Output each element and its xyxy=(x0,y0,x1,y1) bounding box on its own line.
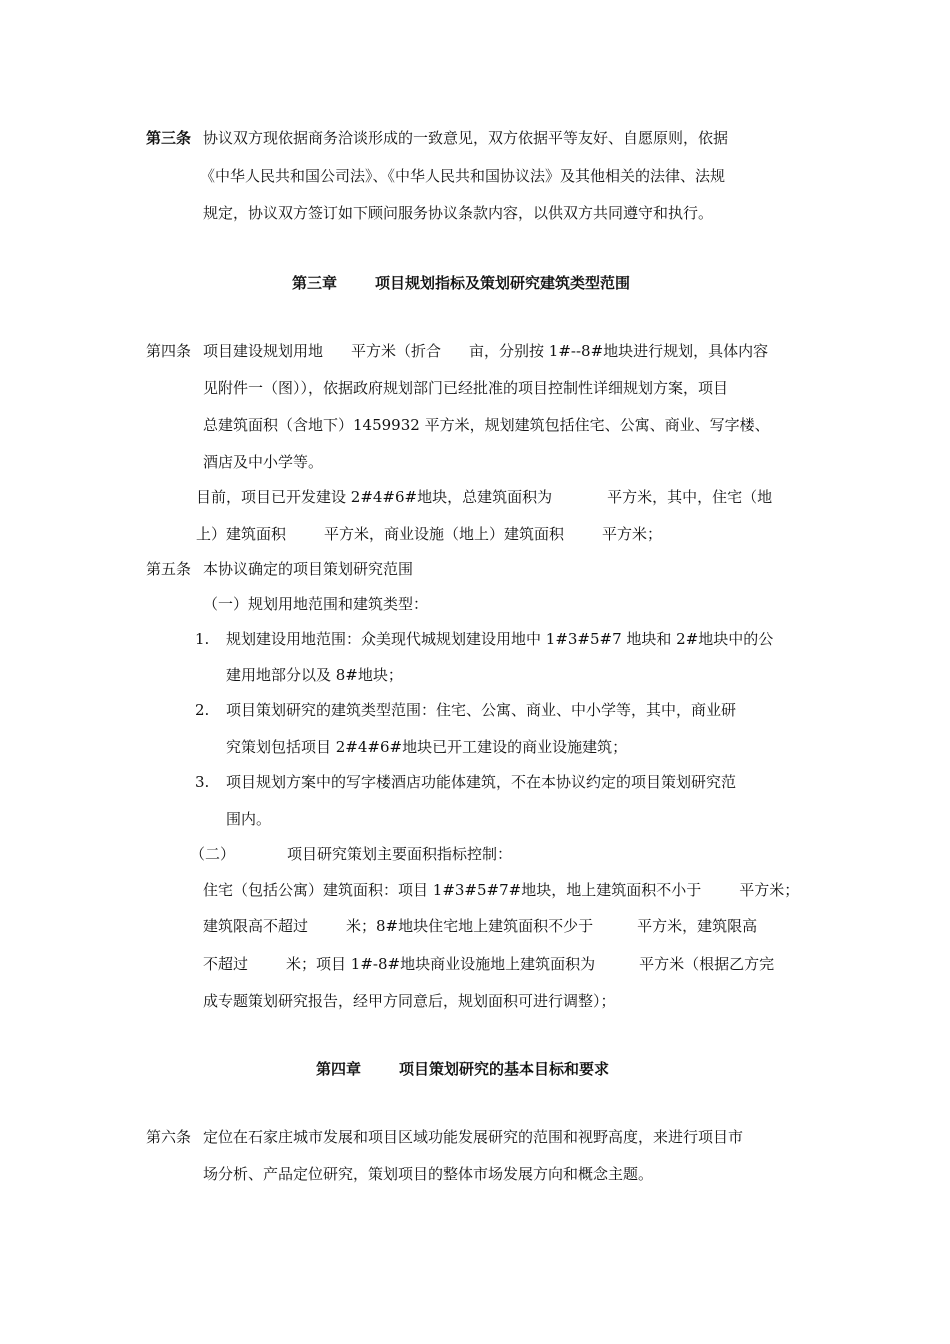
list-item-number: 2. xyxy=(195,701,210,719)
chapter-4-title: 项目策划研究的基本目标和要求 xyxy=(399,1060,610,1078)
article-4-text: 平方米； xyxy=(602,525,663,543)
article-4-text: 平方米，商业设施（地上）建筑面积 xyxy=(324,525,565,543)
list-item-line: 规划建设用地范围：众美现代城规划建设用地中 1#3#5#7 地块和 2#地块中的公 xyxy=(226,630,774,648)
chapter-3-heading xyxy=(292,273,630,293)
article-5-title: 本协议确定的项目策划研究范围 xyxy=(203,560,414,578)
list-item-line: 究策划包括项目 2#4#6#地块已开工建设的商业设施建筑； xyxy=(226,738,628,756)
article-3-line-2: 《中华人民共和国公司法》、《中华人民共和国协议法》及其他相关的法律、法规 xyxy=(200,167,726,185)
article-5-text: 不超过 xyxy=(203,955,249,973)
article-4-line-6 xyxy=(196,524,662,544)
list-item-line: 项目策划研究的建筑类型范围：住宅、公寓、商业、中小学等，其中，商业研 xyxy=(226,701,737,719)
article-4-line-1 xyxy=(203,341,768,361)
article-5-subsection-2-number: （二） xyxy=(190,845,236,863)
chapter-4-number: 第四章 xyxy=(316,1060,362,1078)
article-5-text: 平方米，建筑限高 xyxy=(637,917,758,935)
article-3-line-1: 协议双方现依据商务洽谈形成的一致意见，双方依据平等友好、自愿原则，依据 xyxy=(203,129,729,147)
article-4-text: 上）建筑面积 xyxy=(196,525,287,543)
article-4-text: 亩，分别按 1#--8#地块进行规划，具体内容 xyxy=(469,342,769,360)
article-5-para-line-4: 成专题策划研究报告，经甲方同意后，规划面积可进行调整）； xyxy=(203,992,616,1010)
article-5-text: 平方米； xyxy=(739,881,800,899)
article-5-label: 第五条 xyxy=(146,560,192,578)
article-3-line-3: 规定，协议双方签订如下顾问服务协议条款内容，以供双方共同遵守和执行。 xyxy=(203,204,714,222)
article-3-label: 第三条 xyxy=(146,129,192,147)
article-4-line-5 xyxy=(196,487,772,507)
article-5-text: 住宅（包括公寓）建筑面积：项目 1#3#5#7#地块，地上建筑面积不小于 xyxy=(203,881,702,899)
list-item-number: 1. xyxy=(195,630,210,648)
article-5-subsection-2-title: 项目研究策划主要面积指标控制： xyxy=(287,845,513,863)
article-4-text: 目前，项目已开发建设 2#4#6#地块，总建筑面积为 xyxy=(196,488,553,506)
article-5-text: 米；项目 1#-8#地块商业设施地上建筑面积为 xyxy=(286,955,596,973)
list-item-line: 建用地部分以及 8#地块； xyxy=(226,666,403,684)
article-4-text: 平方米（折合 xyxy=(351,342,442,360)
list-item-line: 围内。 xyxy=(226,810,272,828)
article-4-label: 第四条 xyxy=(146,342,192,360)
list-item-line: 项目规划方案中的写字楼酒店功能体建筑，不在本协议约定的项目策划研究范 xyxy=(226,773,737,791)
article-4-text: 平方米，其中，住宅（地 xyxy=(607,488,773,506)
article-5-subsection-1: （一）规划用地范围和建筑类型： xyxy=(203,595,429,613)
article-5-para-line-2 xyxy=(203,916,757,936)
article-5-para-line-3 xyxy=(203,954,774,974)
chapter-3-number: 第三章 xyxy=(292,274,338,292)
article-5-text: 米；8#地块住宅地上建筑面积不少于 xyxy=(346,917,594,935)
article-4-line-2: 见附件一（图）），依据政府规划部门已经批准的项目控制性详细规划方案，项目 xyxy=(203,379,729,397)
article-6-label: 第六条 xyxy=(146,1128,192,1146)
article-5-text: 平方米（根据乙方完 xyxy=(639,955,775,973)
article-4-line-4: 酒店及中小学等。 xyxy=(203,453,324,471)
chapter-4-heading xyxy=(316,1059,609,1079)
list-item-number: 3. xyxy=(195,773,210,791)
article-5-text: 建筑限高不超过 xyxy=(203,917,309,935)
article-6-line-1: 定位在石家庄城市发展和项目区域功能发展研究的范围和视野高度，来进行项目市 xyxy=(203,1128,744,1146)
article-5-para-line-1 xyxy=(203,880,799,900)
article-4-text: 项目建设规划用地 xyxy=(203,342,324,360)
article-4-line-3: 总建筑面积（含地下）1459932 平方米，规划建筑包括住宅、公寓、商业、写字楼、 xyxy=(203,416,770,434)
article-6-line-2: 场分析、产品定位研究，策划项目的整体市场发展方向和概念主题。 xyxy=(203,1165,654,1183)
chapter-3-title: 项目规划指标及策划研究建筑类型范围 xyxy=(375,274,631,292)
